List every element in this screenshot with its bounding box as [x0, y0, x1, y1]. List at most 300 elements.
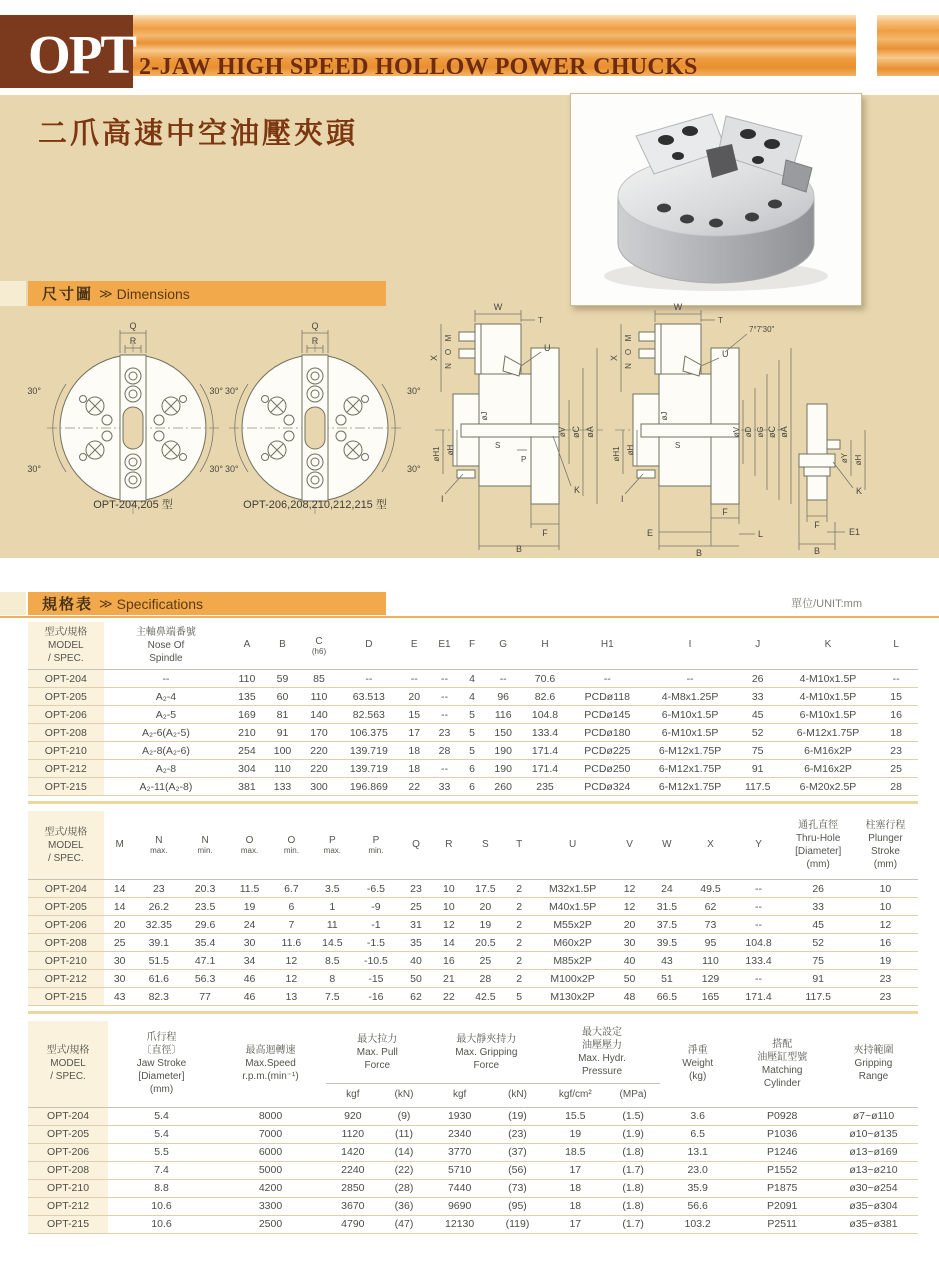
col-header-max-gripping-force: 最大靜夾持力 Max. Gripping Force: [428, 1021, 544, 1084]
value-cell: M40x1.5P: [533, 898, 613, 916]
svg-text:7°7'30": 7°7'30": [749, 325, 775, 334]
value-cell: 4-M10x1.5P: [782, 670, 875, 688]
model-cell: OPT-212: [28, 1197, 108, 1215]
value-cell: 50: [399, 970, 433, 988]
value-cell: 2340: [428, 1125, 490, 1143]
value-cell: 82.6: [522, 688, 568, 706]
svg-text:F: F: [722, 507, 728, 517]
front-view-opt204-205: [27, 321, 239, 514]
col-header-F: F: [460, 622, 485, 670]
value-cell: A₂-4: [104, 688, 229, 706]
value-cell: (1.8): [606, 1143, 659, 1161]
value-cell: 30: [104, 952, 136, 970]
value-cell: 2500: [215, 1215, 326, 1233]
specifications-section-bar: [28, 592, 386, 615]
value-cell: 19: [465, 916, 506, 934]
value-cell: 75: [783, 952, 852, 970]
value-cell: 8.5: [312, 952, 353, 970]
svg-text:øV: øV: [732, 426, 741, 438]
col-header-J: J: [734, 622, 782, 670]
svg-text:øH1: øH1: [432, 446, 441, 462]
brand-box: [0, 15, 136, 88]
value-cell: 25: [465, 952, 506, 970]
value-cell: 106.375: [339, 724, 400, 742]
value-cell: 17: [544, 1161, 606, 1179]
value-cell: (1.7): [606, 1161, 659, 1179]
svg-text:30°: 30°: [209, 386, 223, 396]
value-cell: 43: [646, 952, 687, 970]
svg-text:øH: øH: [446, 444, 455, 456]
table-row: [28, 1107, 918, 1125]
side-view-small: [799, 404, 865, 556]
value-cell: 254: [228, 742, 265, 760]
value-cell: 7.5: [312, 988, 353, 1006]
svg-text:W: W: [673, 302, 683, 312]
spec-table-dimensions-1: [28, 622, 918, 796]
value-cell: 20: [613, 916, 647, 934]
page-title: 2-JAW HIGH SPEED HOLLOW POWER CHUCKS: [139, 54, 698, 80]
value-cell: 31.5: [646, 898, 687, 916]
value-cell: 17: [399, 724, 429, 742]
value-cell: A₂-8(A₂-6): [104, 742, 229, 760]
svg-text:30°: 30°: [27, 464, 41, 474]
value-cell: --: [399, 670, 429, 688]
svg-text:M: M: [624, 334, 633, 342]
value-cell: 6.5: [660, 1125, 736, 1143]
value-cell: 5.4: [108, 1107, 215, 1125]
svg-text:øA: øA: [585, 426, 595, 438]
col-header-O-min: O min.: [271, 811, 312, 880]
value-cell: 35.4: [182, 934, 228, 952]
col-header-C: C (h6): [299, 622, 338, 670]
value-cell: --: [104, 670, 229, 688]
svg-text:øA: øA: [779, 426, 789, 438]
value-cell: 4: [460, 688, 485, 706]
col-header-model: 型式/規格 MODEL / SPEC.: [28, 811, 104, 880]
value-cell: 23: [853, 988, 918, 1006]
value-cell: (36): [380, 1197, 429, 1215]
model-cell: OPT-212: [28, 760, 104, 778]
value-cell: 220: [299, 760, 338, 778]
svg-text:U: U: [544, 343, 551, 353]
value-cell: 16: [433, 952, 465, 970]
col-header-E: E: [399, 622, 429, 670]
col-header-U: U: [533, 811, 613, 880]
value-cell: P2091: [735, 1197, 828, 1215]
sub-header-pull-kn: (kN): [380, 1084, 429, 1108]
value-cell: -10.5: [353, 952, 399, 970]
value-cell: 51: [646, 970, 687, 988]
value-cell: 104.8: [734, 934, 784, 952]
value-cell: P1552: [735, 1161, 828, 1179]
value-cell: 5: [460, 742, 485, 760]
value-cell: 6000: [215, 1143, 326, 1161]
value-cell: 5.4: [108, 1125, 215, 1143]
col-header-P-min: P min.: [353, 811, 399, 880]
value-cell: 12: [271, 970, 312, 988]
value-cell: 35: [399, 934, 433, 952]
value-cell: 30: [228, 934, 271, 952]
value-cell: 23: [429, 724, 459, 742]
value-cell: 19: [544, 1125, 606, 1143]
value-cell: 15.5: [544, 1107, 606, 1125]
value-cell: 220: [299, 742, 338, 760]
value-cell: 49.5: [687, 880, 733, 898]
col-header-V: V: [613, 811, 647, 880]
value-cell: 35.9: [660, 1179, 736, 1197]
table-row: [28, 916, 918, 934]
value-cell: 66.5: [646, 988, 687, 1006]
value-cell: 6: [271, 898, 312, 916]
value-cell: -1: [353, 916, 399, 934]
value-cell: 40: [613, 952, 647, 970]
table-row: [28, 688, 918, 706]
value-cell: M130x2P: [533, 988, 613, 1006]
value-cell: 56.6: [660, 1197, 736, 1215]
value-cell: --: [568, 670, 646, 688]
value-cell: 91: [783, 970, 852, 988]
value-cell: 73: [687, 916, 733, 934]
value-cell: 56.3: [182, 970, 228, 988]
table-row: [28, 724, 918, 742]
value-cell: 33: [783, 898, 852, 916]
value-cell: 7.4: [108, 1161, 215, 1179]
svg-text:W: W: [493, 302, 503, 312]
value-cell: 2850: [326, 1179, 379, 1197]
value-cell: 140: [299, 706, 338, 724]
value-cell: (1.8): [606, 1197, 659, 1215]
value-cell: 18: [874, 724, 918, 742]
value-cell: 61.6: [136, 970, 182, 988]
value-cell: -9: [353, 898, 399, 916]
value-cell: --: [429, 688, 459, 706]
value-cell: --: [485, 670, 522, 688]
value-cell: (14): [380, 1143, 429, 1161]
value-cell: 91: [734, 760, 782, 778]
svg-text:30°: 30°: [209, 464, 223, 474]
value-cell: -6.5: [353, 880, 399, 898]
value-cell: P1875: [735, 1179, 828, 1197]
value-cell: 6-M10x1.5P: [646, 724, 733, 742]
value-cell: 6-M12x1.75P: [646, 760, 733, 778]
svg-text:N: N: [624, 363, 633, 369]
table-row: [28, 1197, 918, 1215]
svg-text:30°: 30°: [225, 464, 239, 474]
brand-logo: OPT: [28, 24, 136, 85]
svg-text:I: I: [621, 494, 624, 504]
value-cell: 47.1: [182, 952, 228, 970]
value-cell: 48: [613, 988, 647, 1006]
model-cell: OPT-208: [28, 934, 104, 952]
value-cell: --: [339, 670, 400, 688]
value-cell: 110: [266, 760, 300, 778]
value-cell: 116: [485, 706, 522, 724]
svg-text:30°: 30°: [407, 386, 421, 396]
value-cell: 18: [399, 742, 429, 760]
svg-text:øH: øH: [854, 454, 863, 466]
table-row: [28, 988, 918, 1006]
bar-accent-square: [0, 592, 26, 615]
col-header-S: S: [465, 811, 506, 880]
value-cell: 28: [465, 970, 506, 988]
svg-text:F: F: [542, 528, 548, 538]
value-cell: 20: [104, 916, 136, 934]
value-cell: 82.563: [339, 706, 400, 724]
svg-text:K: K: [856, 486, 863, 496]
value-cell: 170: [299, 724, 338, 742]
svg-text:O: O: [444, 348, 453, 356]
svg-text:øH1: øH1: [612, 446, 621, 462]
value-cell: 50: [613, 970, 647, 988]
svg-text:I: I: [441, 494, 444, 504]
value-cell: 920: [326, 1107, 379, 1125]
value-cell: 7: [271, 916, 312, 934]
value-cell: 11: [312, 916, 353, 934]
value-cell: 260: [485, 778, 522, 796]
value-cell: 110: [687, 952, 733, 970]
model-cell: OPT-215: [28, 1215, 108, 1233]
sub-header-pressure-mpa: (MPa): [606, 1084, 659, 1108]
model-cell: OPT-206: [28, 1143, 108, 1161]
svg-text:øY: øY: [840, 452, 849, 464]
value-cell: 8.8: [108, 1179, 215, 1197]
svg-text:øJ: øJ: [480, 411, 489, 421]
col-header-W: W: [646, 811, 687, 880]
svg-text:X: X: [429, 354, 439, 362]
model-cell: OPT-204: [28, 670, 104, 688]
value-cell: 26: [734, 670, 782, 688]
value-cell: 17.5: [465, 880, 506, 898]
table-row: [28, 760, 918, 778]
value-cell: 1420: [326, 1143, 379, 1161]
value-cell: M85x2P: [533, 952, 613, 970]
specifications-label-zh: 規格表: [42, 596, 94, 613]
bar-accent-square: [0, 281, 26, 306]
value-cell: 23: [136, 880, 182, 898]
table-separator: [28, 801, 918, 804]
value-cell: 15: [399, 706, 429, 724]
value-cell: 18.5: [544, 1143, 606, 1161]
value-cell: 6: [460, 760, 485, 778]
value-cell: 20: [465, 898, 506, 916]
value-cell: 4-M10x1.5P: [782, 688, 875, 706]
value-cell: 7000: [215, 1125, 326, 1143]
spec-table-performance: [28, 1021, 918, 1234]
svg-text:30°: 30°: [407, 464, 421, 474]
table1-header-row: [28, 622, 918, 670]
svg-text:N: N: [444, 363, 453, 369]
value-cell: 31: [399, 916, 433, 934]
dimensions-label-sep: ≫: [99, 285, 113, 301]
model-cell: OPT-208: [28, 1161, 108, 1179]
col-header-jaw-stroke: 爪行程 〔直徑〕 Jaw Stroke [Diameter] (mm): [108, 1021, 215, 1107]
value-cell: 43: [104, 988, 136, 1006]
value-cell: 20: [399, 688, 429, 706]
col-header-N-min: N min.: [182, 811, 228, 880]
value-cell: 6-M12x1.75P: [782, 724, 875, 742]
svg-text:B: B: [515, 544, 523, 554]
value-cell: 70.6: [522, 670, 568, 688]
table2-header-row: [28, 811, 918, 880]
value-cell: P1036: [735, 1125, 828, 1143]
svg-text:T: T: [538, 316, 543, 325]
value-cell: (47): [380, 1215, 429, 1233]
value-cell: 139.719: [339, 742, 400, 760]
col-header-R: R: [433, 811, 465, 880]
value-cell: 52: [734, 724, 782, 742]
value-cell: PCDø118: [568, 688, 646, 706]
value-cell: 2: [506, 898, 533, 916]
value-cell: 91: [266, 724, 300, 742]
col-header-P-max: P max.: [312, 811, 353, 880]
value-cell: 103.2: [660, 1215, 736, 1233]
value-cell: 26: [783, 880, 852, 898]
value-cell: 100: [266, 742, 300, 760]
value-cell: 3670: [326, 1197, 379, 1215]
header-banner-right: [877, 15, 939, 76]
svg-text:F: F: [814, 520, 820, 530]
value-cell: (1.9): [606, 1125, 659, 1143]
value-cell: 77: [182, 988, 228, 1006]
value-cell: 300: [299, 778, 338, 796]
col-header-plunger-stroke: 柱塞行程 Plunger Stroke (mm): [853, 811, 918, 880]
svg-text:U: U: [722, 349, 729, 359]
svg-text:O: O: [624, 348, 633, 356]
value-cell: P0928: [735, 1107, 828, 1125]
value-cell: 381: [228, 778, 265, 796]
specification-tables: [28, 622, 918, 1234]
col-header-A: A: [228, 622, 265, 670]
value-cell: 19: [228, 898, 271, 916]
value-cell: 45: [734, 706, 782, 724]
value-cell: 81: [266, 706, 300, 724]
value-cell: 62: [687, 898, 733, 916]
product-photo-drawing: [574, 98, 858, 301]
value-cell: 3300: [215, 1197, 326, 1215]
value-cell: 2: [506, 970, 533, 988]
value-cell: 24: [646, 880, 687, 898]
value-cell: (9): [380, 1107, 429, 1125]
value-cell: 14: [104, 880, 136, 898]
value-cell: 16: [853, 934, 918, 952]
value-cell: 1120: [326, 1125, 379, 1143]
dimensions-label-zh: 尺寸圖: [42, 286, 94, 303]
svg-text:øG: øG: [756, 426, 765, 438]
value-cell: 10.6: [108, 1215, 215, 1233]
table-row: [28, 670, 918, 688]
value-cell: 5710: [428, 1161, 490, 1179]
value-cell: 8: [312, 970, 353, 988]
svg-text:E: E: [646, 528, 653, 538]
value-cell: 24: [228, 916, 271, 934]
value-cell: 6-M20x2.5P: [782, 778, 875, 796]
value-cell: 2: [506, 880, 533, 898]
col-header-thru-hole: 通孔直徑 Thru-Hole [Diameter] (mm): [783, 811, 852, 880]
table-row: [28, 1179, 918, 1197]
value-cell: ø30~ø254: [829, 1179, 918, 1197]
value-cell: 6-M12x1.75P: [646, 778, 733, 796]
front-view-opt206-215: [209, 321, 421, 514]
value-cell: ø35~ø381: [829, 1215, 918, 1233]
value-cell: 22: [433, 988, 465, 1006]
col-header-L: L: [874, 622, 918, 670]
svg-text:M: M: [444, 334, 453, 342]
value-cell: 30: [613, 934, 647, 952]
sub-header-grip-kgf: kgf: [428, 1084, 490, 1108]
col-header-O-max: O max.: [228, 811, 271, 880]
col-header-Q: Q: [399, 811, 433, 880]
dimensions-label-en: Dimensions: [116, 285, 190, 302]
value-cell: 23: [874, 742, 918, 760]
value-cell: 51.5: [136, 952, 182, 970]
svg-text:B: B: [695, 548, 703, 558]
value-cell: 75: [734, 742, 782, 760]
value-cell: A₂-6(A₂-5): [104, 724, 229, 742]
svg-text:K: K: [574, 485, 581, 495]
value-cell: 33: [429, 778, 459, 796]
svg-text:øV: øV: [558, 426, 567, 438]
value-cell: (1.8): [606, 1179, 659, 1197]
value-cell: 3770: [428, 1143, 490, 1161]
value-cell: 171.4: [522, 742, 568, 760]
svg-text:L: L: [758, 529, 764, 539]
value-cell: 46: [228, 970, 271, 988]
svg-text:S: S: [495, 441, 501, 450]
value-cell: 235: [522, 778, 568, 796]
value-cell: (37): [491, 1143, 544, 1161]
col-header-model: 型式/規格 MODEL / SPEC.: [28, 1021, 108, 1107]
value-cell: 15: [874, 688, 918, 706]
value-cell: 133: [266, 778, 300, 796]
model-cell: OPT-204: [28, 880, 104, 898]
model-cell: OPT-205: [28, 898, 104, 916]
model-cell: OPT-212: [28, 970, 104, 988]
value-cell: (22): [380, 1161, 429, 1179]
value-cell: 23: [853, 970, 918, 988]
value-cell: 32.35: [136, 916, 182, 934]
value-cell: 20.5: [465, 934, 506, 952]
value-cell: 82.3: [136, 988, 182, 1006]
value-cell: 110: [299, 688, 338, 706]
table-row: [28, 1161, 918, 1179]
value-cell: 12: [613, 898, 647, 916]
value-cell: 4200: [215, 1179, 326, 1197]
model-cell: OPT-215: [28, 778, 104, 796]
value-cell: 135: [228, 688, 265, 706]
value-cell: M55x2P: [533, 916, 613, 934]
value-cell: ø7~ø110: [829, 1107, 918, 1125]
table-row: [28, 952, 918, 970]
value-cell: 190: [485, 760, 522, 778]
value-cell: (73): [491, 1179, 544, 1197]
value-cell: 63.513: [339, 688, 400, 706]
model-cell: OPT-204: [28, 1107, 108, 1125]
value-cell: PCDø250: [568, 760, 646, 778]
value-cell: 12: [271, 952, 312, 970]
value-cell: 25: [874, 760, 918, 778]
value-cell: 18: [399, 760, 429, 778]
value-cell: 40: [399, 952, 433, 970]
value-cell: 12: [613, 880, 647, 898]
value-cell: 10: [853, 898, 918, 916]
value-cell: 34: [228, 952, 271, 970]
value-cell: 13.1: [660, 1143, 736, 1161]
value-cell: 5: [460, 724, 485, 742]
table3-header-row: [28, 1021, 918, 1084]
value-cell: 28: [874, 778, 918, 796]
value-cell: --: [734, 898, 784, 916]
value-cell: A₂-5: [104, 706, 229, 724]
